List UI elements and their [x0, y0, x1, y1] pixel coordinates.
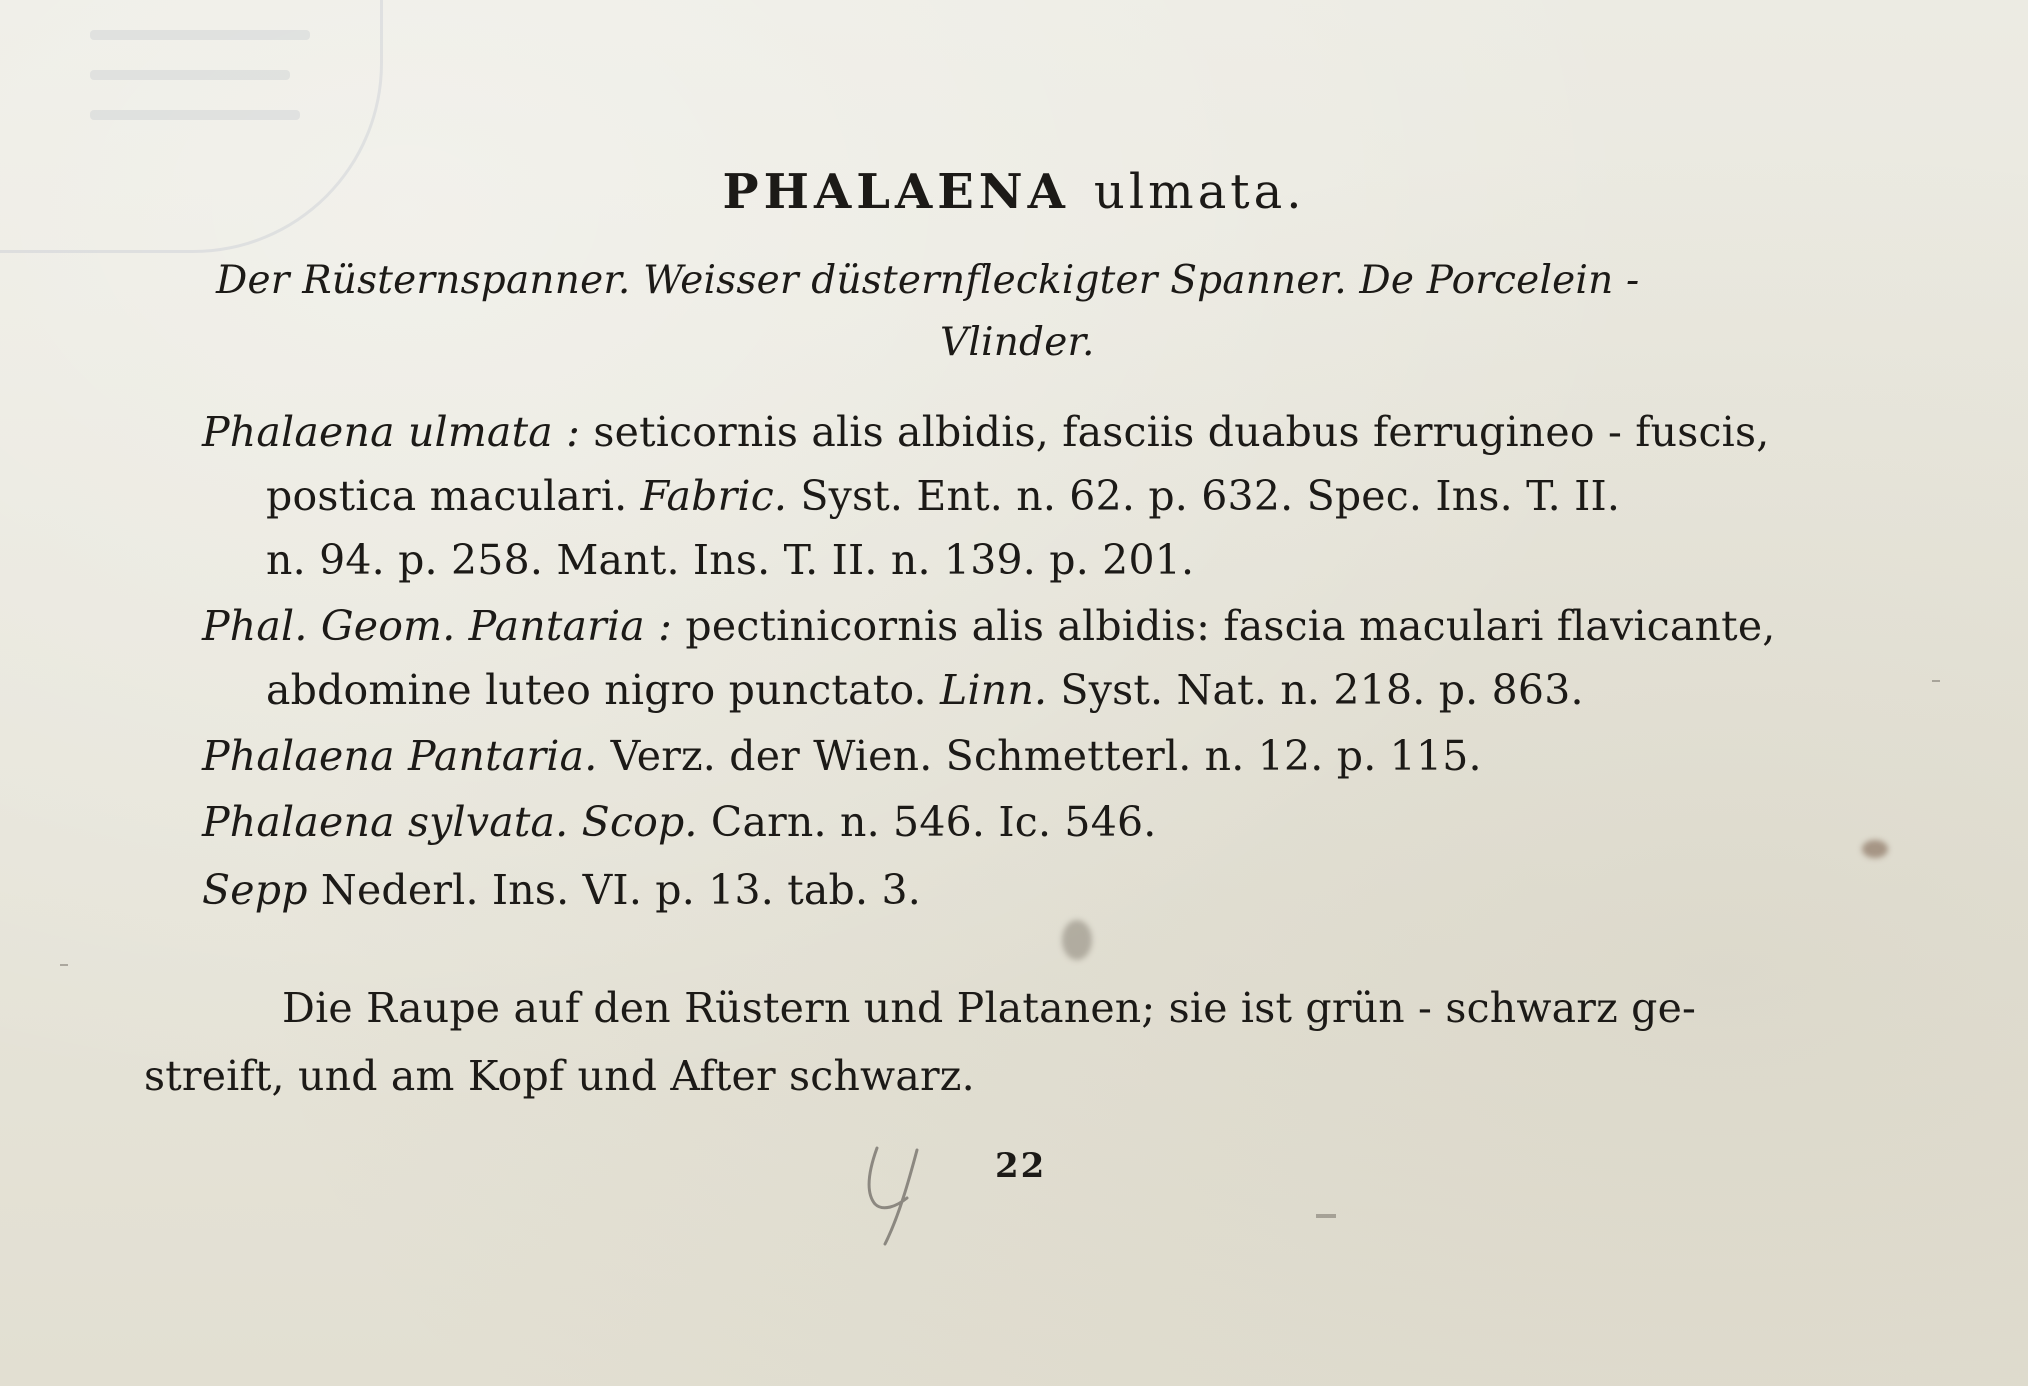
synonymy-entry-1-line-3 [266, 536, 1194, 584]
reference-text: Verz. der Wien. Schmetterl. n. 12. p. 115. [597, 732, 1482, 780]
taxon-name: Phalaena Pantaria. [202, 732, 598, 780]
title-genus: PHALAENA [722, 164, 1070, 220]
pencil-mark-icon [855, 1140, 935, 1250]
vernacular-names-line-2: Vlinder. [940, 320, 1095, 365]
paper-smudge [1062, 920, 1092, 960]
synonymy-entry-1-line-2 [266, 472, 1620, 520]
synonymy-entry-5 [202, 866, 921, 914]
title-species: ulmata. [1093, 164, 1306, 220]
stamp-line [90, 30, 310, 40]
taxon-name: Phal. Geom. Pantaria : [202, 602, 673, 650]
paper-fleck [1316, 1214, 1336, 1218]
synonymy-entry-3 [202, 732, 1482, 780]
author-citation: Scop. [568, 798, 698, 846]
reference-text: Syst. Nat. n. 218. p. 863. [1047, 666, 1584, 714]
stamp-line [90, 70, 290, 80]
synonymy-entry-2-line-2 [266, 666, 1584, 714]
taxon-name: Phalaena ulmata : [202, 408, 581, 456]
paper-fleck [1932, 680, 1940, 682]
description-line-2: streift, und am Kopf und After schwarz. [144, 1052, 975, 1100]
synonymy-entry-4 [202, 798, 1157, 846]
vernacular-names-line-1: Der Rüsternspanner. Weisser düsternfleckigter Spanner. De Porcelein - [216, 258, 1640, 303]
stamp-line [90, 110, 300, 120]
diagnosis-text: pectinicornis alis albidis: fascia maculari flavicante, [672, 602, 1776, 650]
reference-text: n. 94. p. 258. Mant. Ins. T. II. n. 139. p. 201. [266, 536, 1195, 584]
taxon-name: Phalaena sylvata. [202, 798, 569, 846]
author-citation: Linn. [940, 666, 1048, 714]
page-title [0, 164, 2028, 220]
author-citation: Fabric. [640, 472, 788, 520]
diagnosis-text: postica maculari. [266, 472, 641, 520]
reference-text: Nederl. Ins. VI. p. 13. tab. 3. [307, 866, 921, 914]
reference-text: Carn. n. 546. Ic. 546. [697, 798, 1157, 846]
reference-text: Syst. Ent. n. 62. p. 632. Spec. Ins. T. II. [787, 472, 1621, 520]
page-number: 22 [995, 1146, 1047, 1186]
synonymy-entry-1-line-1 [202, 408, 1769, 456]
paper-smudge [1862, 840, 1888, 858]
diagnosis-text: abdomine luteo nigro punctato. [266, 666, 941, 714]
synonymy-entry-2-line-1 [202, 602, 1776, 650]
diagnosis-text: seticornis alis albidis, fasciis duabus ferrugineo - fuscis, [580, 408, 1770, 456]
paper-fleck [60, 964, 68, 966]
author-citation: Sepp [202, 866, 308, 914]
description-line-1: Die Raupe auf den Rüstern und Platanen; sie ist grün - schwarz ge- [282, 984, 1697, 1032]
